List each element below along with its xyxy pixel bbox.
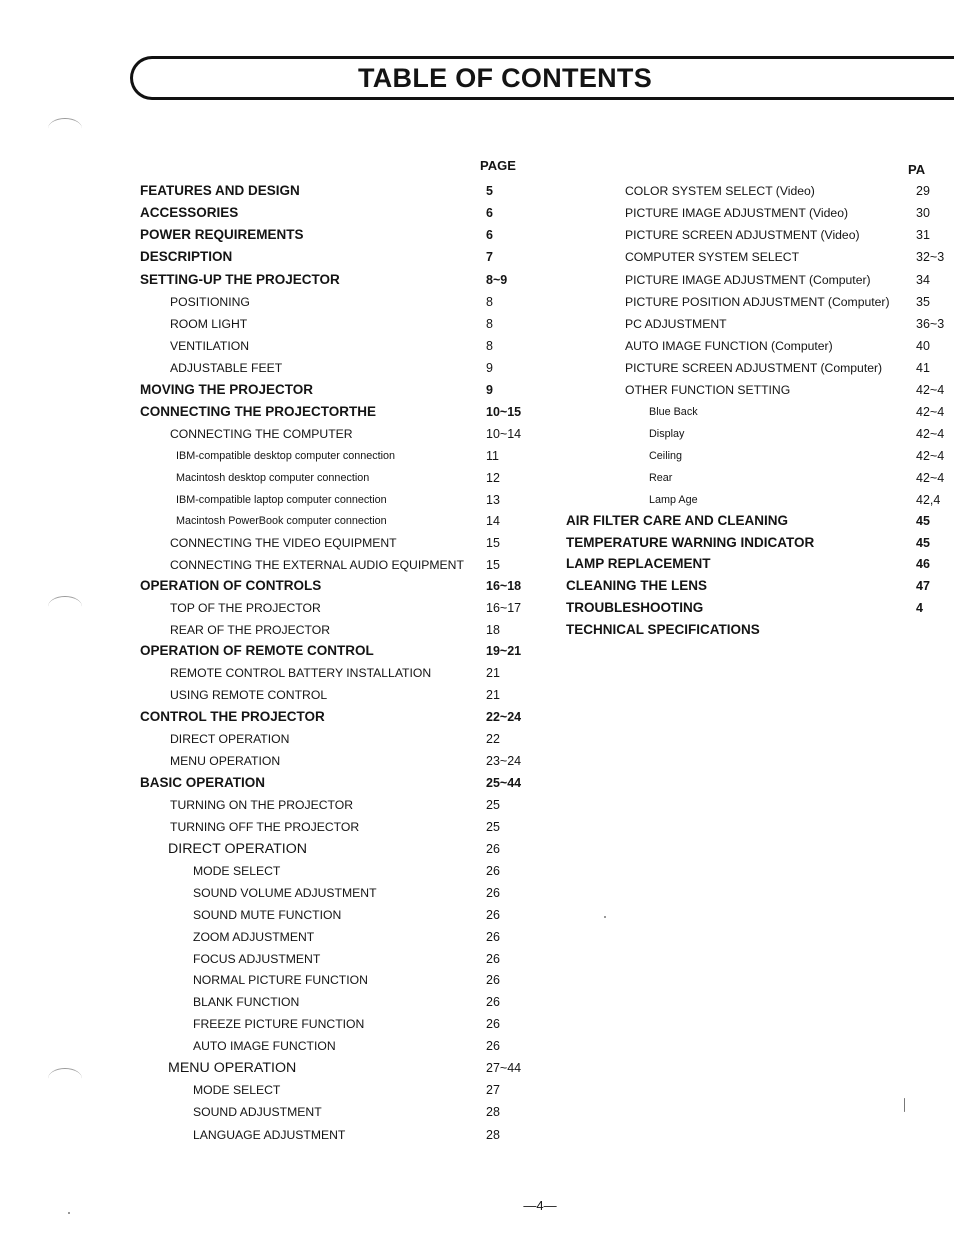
toc-entry-label: REMOTE CONTROL BATTERY INSTALLATION bbox=[170, 666, 432, 680]
toc-entry-label: ZOOM ADJUSTMENT bbox=[193, 930, 315, 944]
toc-entry-page: 34 bbox=[916, 273, 930, 287]
toc-entry-page: 45 bbox=[916, 536, 930, 550]
toc-entry-label: COLOR SYSTEM SELECT (Video) bbox=[625, 184, 815, 198]
toc-entry-page: 45 bbox=[916, 514, 930, 528]
toc-entry-page: 47 bbox=[916, 579, 930, 593]
toc-entry-label: COMPUTER SYSTEM SELECT bbox=[625, 250, 800, 264]
toc-entry-label: OPERATION OF CONTROLS bbox=[140, 578, 322, 593]
toc-entry-page: 16~18 bbox=[486, 579, 522, 593]
page-title: TABLE OF CONTENTS bbox=[357, 63, 653, 93]
toc-entry-label: IBM-compatible laptop computer connection bbox=[176, 494, 387, 506]
toc-entry-page: 21 bbox=[486, 688, 500, 702]
toc-entry-page: 25 bbox=[486, 798, 500, 812]
toc-entry-label: TEMPERATURE WARNING INDICATOR bbox=[566, 535, 815, 550]
toc-entry-label: SOUND VOLUME ADJUSTMENT bbox=[193, 886, 377, 900]
toc-entry-page: 9 bbox=[486, 361, 493, 375]
punch-hole-mark bbox=[48, 1068, 82, 1089]
toc-entry-page: 15 bbox=[486, 536, 500, 550]
toc-entry-page: 26 bbox=[486, 908, 500, 922]
toc-entry-page: 26 bbox=[486, 930, 500, 944]
toc-entry-page: 8 bbox=[486, 339, 493, 353]
toc-entry-page: 22 bbox=[486, 732, 500, 746]
toc-entry-label: NORMAL PICTURE FUNCTION bbox=[193, 973, 368, 987]
toc-entry-label: IBM-compatible desktop computer connection bbox=[176, 450, 396, 462]
toc-entry-label: SETTING-UP THE PROJECTOR bbox=[140, 272, 340, 287]
toc-entry-page: 14 bbox=[486, 514, 500, 528]
toc-entry-label: PICTURE IMAGE ADJUSTMENT (Computer) bbox=[625, 273, 871, 287]
toc-entry-label: AIR FILTER CARE AND CLEANING bbox=[566, 513, 788, 528]
toc-entry-page: 31 bbox=[916, 228, 930, 242]
toc-entry-label: AUTO IMAGE FUNCTION (Computer) bbox=[625, 339, 833, 353]
toc-entry-label: FEATURES AND DESIGN bbox=[140, 183, 300, 198]
toc-entry-page: 8~9 bbox=[486, 273, 508, 287]
toc-entry-label: MODE SELECT bbox=[193, 1083, 281, 1097]
toc-entry-page: 10~15 bbox=[486, 405, 522, 419]
toc-entry-label: VENTILATION bbox=[170, 339, 250, 353]
toc-entry-page: 42~4 bbox=[916, 383, 945, 397]
toc-entry-page: 27~44 bbox=[486, 1061, 522, 1075]
toc-entry-page: 26 bbox=[486, 952, 500, 966]
toc-entry-page: 25 bbox=[486, 820, 500, 834]
toc-entry-label: LANGUAGE ADJUSTMENT bbox=[193, 1128, 346, 1142]
toc-entry-label: Ceiling bbox=[649, 450, 683, 462]
toc-entry-page: 21 bbox=[486, 666, 500, 680]
toc-entry-label: CONNECTING THE VIDEO EQUIPMENT bbox=[170, 536, 397, 550]
toc-entry-page: 42~4 bbox=[916, 471, 945, 485]
toc-entry-label: MOVING THE PROJECTOR bbox=[140, 382, 314, 397]
toc-entry-label: Rear bbox=[649, 472, 673, 484]
toc-entry-label: TECHNICAL SPECIFICATIONS bbox=[566, 622, 760, 637]
toc-entry-label: Macintosh PowerBook computer connection bbox=[176, 515, 387, 527]
toc-entry-page: 26 bbox=[486, 995, 500, 1009]
toc-entry-page: 5 bbox=[486, 184, 493, 198]
toc-entry-label: ADJUSTABLE FEET bbox=[170, 361, 283, 375]
toc-entry-label: POSITIONING bbox=[170, 295, 250, 309]
toc-entry-page: 32~3 bbox=[916, 250, 945, 264]
toc-entry-page: 23~24 bbox=[486, 754, 522, 768]
toc-entry-page: 22~24 bbox=[486, 710, 522, 724]
toc-entry-label: BLANK FUNCTION bbox=[193, 995, 300, 1009]
punch-hole-mark bbox=[48, 118, 82, 139]
toc-entry-label: AUTO IMAGE FUNCTION bbox=[193, 1039, 336, 1053]
toc-entry-page: 16~17 bbox=[486, 601, 522, 615]
toc-entry-page: 26 bbox=[486, 864, 500, 878]
toc-entry-page: 36~3 bbox=[916, 317, 945, 331]
toc-entry-label: CONNECTING THE COMPUTER bbox=[170, 427, 353, 441]
toc-entry-page: 26 bbox=[486, 886, 500, 900]
toc-entry-page: 29 bbox=[916, 184, 930, 198]
toc-entry-page: 9 bbox=[486, 383, 493, 397]
toc-entry-label: USING REMOTE CONTROL bbox=[170, 688, 328, 702]
toc-entry-label: DESCRIPTION bbox=[140, 249, 233, 264]
toc-entry-label: ROOM LIGHT bbox=[170, 317, 248, 331]
toc-entry-page: 8 bbox=[486, 295, 493, 309]
punch-hole-mark bbox=[48, 596, 82, 617]
toc-entry-label: MODE SELECT bbox=[193, 864, 281, 878]
toc-entry-label: MENU OPERATION bbox=[168, 1060, 297, 1076]
toc-entry-page: 40 bbox=[916, 339, 930, 353]
toc-entry-page: 30 bbox=[916, 206, 930, 220]
toc-entry-page: 4 bbox=[916, 601, 923, 615]
toc-entry-page: 42~4 bbox=[916, 405, 945, 419]
toc-entry-page: 15 bbox=[486, 558, 500, 572]
toc-entry-label: TURNING OFF THE PROJECTOR bbox=[170, 820, 360, 834]
toc-entry-page: 26 bbox=[486, 842, 500, 856]
toc-entry-page: 25~44 bbox=[486, 776, 522, 790]
toc-entry-page: 10~14 bbox=[486, 427, 522, 441]
toc-entry-label: CLEANING THE LENS bbox=[566, 578, 708, 593]
toc-entry-label: OTHER FUNCTION SETTING bbox=[625, 383, 791, 397]
toc-entry-page: 26 bbox=[486, 973, 500, 987]
toc-entry-label: CONTROL THE PROJECTOR bbox=[140, 709, 325, 724]
toc-entry-page: 12 bbox=[486, 471, 500, 485]
toc-entry-label: PICTURE SCREEN ADJUSTMENT (Computer) bbox=[625, 361, 883, 375]
scan-speck bbox=[904, 1098, 905, 1112]
toc-entry-page: 28 bbox=[486, 1105, 500, 1119]
toc-entry-page: 42~4 bbox=[916, 449, 945, 463]
toc-entry-label: SOUND ADJUSTMENT bbox=[193, 1105, 322, 1119]
toc-entry-page: 28 bbox=[486, 1128, 500, 1142]
scan-speck bbox=[604, 916, 606, 918]
toc-entry-page: 6 bbox=[486, 206, 493, 220]
toc-entry-page: 11 bbox=[486, 449, 499, 463]
toc-entry-page: 35 bbox=[916, 295, 930, 309]
toc-entry-label: DIRECT OPERATION bbox=[170, 732, 290, 746]
toc-entry-label: Blue Back bbox=[649, 406, 698, 418]
toc-entry-page: 7 bbox=[486, 250, 493, 264]
toc-entry-label: FREEZE PICTURE FUNCTION bbox=[193, 1017, 365, 1031]
toc-entry-label: Lamp Age bbox=[649, 494, 698, 506]
right-page-column-heading: PA bbox=[908, 162, 926, 177]
toc-entry-label: MENU OPERATION bbox=[170, 754, 281, 768]
toc-entry-label: FOCUS ADJUSTMENT bbox=[193, 952, 321, 966]
toc-entry-label: PICTURE POSITION ADJUSTMENT (Computer) bbox=[625, 295, 890, 309]
toc-entry-page: 42,4 bbox=[916, 493, 941, 507]
toc-entry-label: ACCESSORIES bbox=[140, 205, 239, 220]
toc-entry-label: PC ADJUSTMENT bbox=[625, 317, 727, 331]
toc-entry-page: 6 bbox=[486, 228, 493, 242]
toc-entry-page: 18 bbox=[486, 623, 500, 637]
toc-entry-page: 42~4 bbox=[916, 427, 945, 441]
toc-entry-label: POWER REQUIREMENTS bbox=[140, 227, 304, 242]
toc-entry-page: 27 bbox=[486, 1083, 500, 1097]
toc-entry-label: CONNECTING THE PROJECTORTHE bbox=[140, 404, 377, 419]
toc-entry-label: TOP OF THE PROJECTOR bbox=[170, 601, 321, 615]
toc-entry-label: TROUBLESHOOTING bbox=[566, 600, 704, 615]
toc-entry-label: REAR OF THE PROJECTOR bbox=[170, 623, 331, 637]
toc-entry-label: TURNING ON THE PROJECTOR bbox=[170, 798, 354, 812]
toc-entry-page: 13 bbox=[486, 493, 500, 507]
toc-entry-label: SOUND MUTE FUNCTION bbox=[193, 908, 342, 922]
toc-entry-label: Display bbox=[649, 428, 685, 440]
toc-entry-page: 8 bbox=[486, 317, 493, 331]
toc-entry-label: BASIC OPERATION bbox=[140, 775, 266, 790]
toc-entry-page: 26 bbox=[486, 1039, 500, 1053]
toc-entry-page: 19~21 bbox=[486, 644, 522, 658]
toc-entry-page: 46 bbox=[916, 557, 930, 571]
page-number: —4— bbox=[523, 1198, 557, 1213]
toc-entry-label: Macintosh desktop computer connection bbox=[176, 472, 370, 484]
toc-entry-label: LAMP REPLACEMENT bbox=[566, 556, 711, 571]
toc-entry-label: DIRECT OPERATION bbox=[168, 841, 307, 857]
toc-entry-page: 26 bbox=[486, 1017, 500, 1031]
toc-entry-page: 41 bbox=[916, 361, 930, 375]
toc-entry-label: PICTURE SCREEN ADJUSTMENT (Video) bbox=[625, 228, 860, 242]
toc-entry-label: OPERATION OF REMOTE CONTROL bbox=[140, 643, 374, 658]
left-page-column-heading: PAGE bbox=[480, 158, 516, 173]
toc-entry-label: CONNECTING THE EXTERNAL AUDIO EQUIPMENT bbox=[170, 558, 464, 572]
toc-entry-label: PICTURE IMAGE ADJUSTMENT (Video) bbox=[625, 206, 849, 220]
scan-speck bbox=[68, 1212, 70, 1214]
